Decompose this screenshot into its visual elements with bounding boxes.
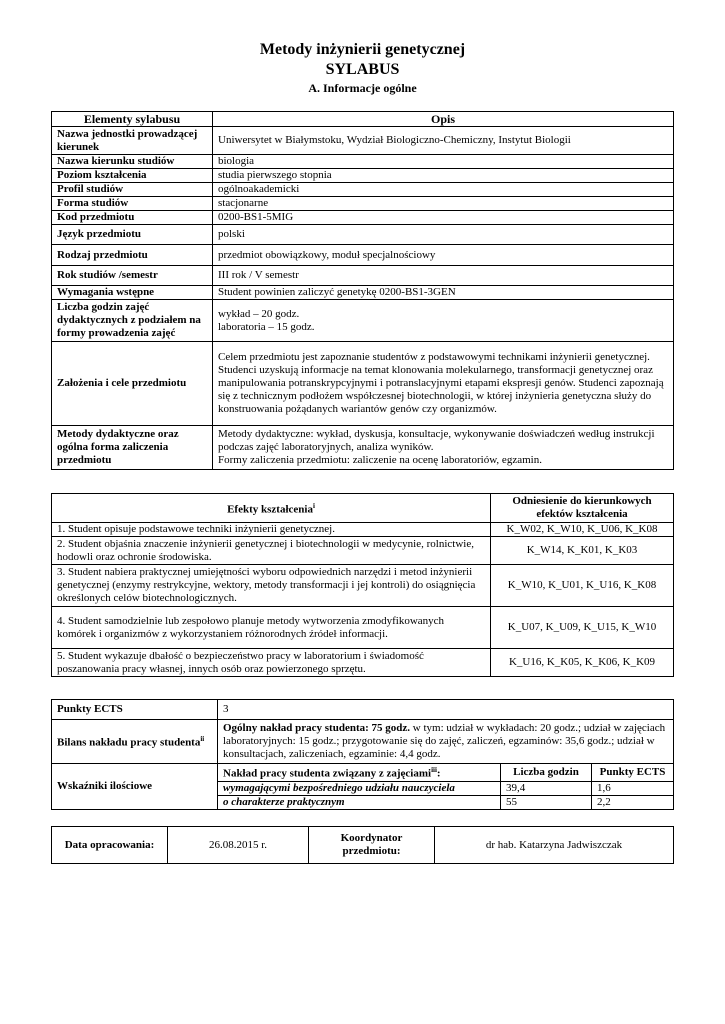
table-row [52,225,674,245]
coordinator-value: dr hab. Katarzyna Jadwiszczak [435,827,674,864]
table-row [52,245,674,266]
indicators-label: Wskaźniki ilościowe [52,764,218,810]
value-line: wykład – 20 godz. [218,307,300,320]
outcome-text: 1. Student opisuje podstawowe techniki inżynierii genetycznej. [52,523,491,537]
table-row [52,764,674,782]
outcome-reference: K_U16, K_K05, K_K06, K_K09 [491,649,674,677]
balance-total: Ogólny nakład pracy studenta: 75 godz. [223,722,411,734]
row-value: Celem przedmiotu jest zapoznanie studentów z podstawowymi technikami inżynierii genetycznej. Studenci uzyskują informacje na temat klonowania molekularnego, transformacji genetycznej oraz manipulowania potranskrypcyjnymi i potranslacyjnymi etapami ekspresji genów. Studenci zapoznają się z technicznym podłożem współczesnej biotechnologii, w której inżynieria genetyczna służy do konstruowania pożądanych wariantów genów czy organizmów. [213,342,674,426]
row-value: studia pierwszego stopnia [213,169,674,183]
row-label: Forma studiów [52,197,213,211]
table-row [52,700,674,720]
outcome-reference: K_W10, K_U01, K_U16, K_K08 [491,565,674,607]
row-value: 0200-BS1-5MIG [213,211,674,225]
col-header-reference: Odniesienie do kierunkowych efektów kształcenia [491,494,674,523]
row-label: Metody dydaktyczne oraz ogólna forma zaliczenia przedmiotu [52,426,213,470]
table-row [52,565,674,607]
table-row [52,286,674,300]
table-row [52,523,674,537]
document-title: Metody inżynierii genetycznej [259,41,466,58]
footnote-mark: ii [200,735,205,744]
table-row [52,300,674,342]
col-header-description: Opis [213,112,674,127]
table-row [52,169,674,183]
row-value: Student powinien zaliczyć genetykę 0200-BS1-3GEN [213,286,674,300]
table-row [52,127,674,155]
footnote-mark: iii [431,766,437,774]
value-line: Metody dydaktyczne: wykład, dyskusja, konsultacje, wykonywanie doświadczeń według instrukcji podczas zajęć laboratoryjnych, analiza wyników. [218,428,655,453]
section-heading: A. Informacje ogólne [308,81,417,95]
date-value: 26.08.2015 r. [168,827,309,864]
col-header-hours: Liczba godzin [501,764,592,782]
date-label: Data opracowania: [52,827,168,864]
coordinator-label: Koordynator przedmiotu: [309,827,435,864]
footer-table [51,826,674,864]
balance-details: w tym: udział w wykładach: 20 godz.; udział w zajęciach laboratoryjnych: 15 godz.; przygotowanie się do zajęć, zaliczeń, egzaminów: 35,6 godz.; udział w konsultacjach, zaliczeniach, egzaminie: 4,4 godz. [223,722,666,760]
row-value: Uniwersytet w Białymstoku, Wydział Biologiczno-Chemiczny, Instytut Biologii [213,127,674,155]
col-header-outcomes [52,494,491,523]
outcome-text: 4. Student samodzielnie lub zespołowo planuje metody wytworzenia zmodyfikowanych komórek i organizmów z wykorzystaniem różnorodnych źródeł informacji. [52,607,491,649]
ects-label: Punkty ECTS [52,700,218,720]
indicator-points: 1,6 [592,781,674,795]
balance-label-text: Bilans nakładu pracy studenta [57,736,201,749]
indicator-label: wymagającymi bezpośredniego udziału nauczyciela [218,781,501,795]
value-line: laboratoria – 15 godz. [218,320,315,333]
table-row [52,266,674,286]
indicators-head [218,764,501,782]
ects-table [51,699,674,810]
row-value [213,426,674,470]
footnote-mark: i [312,501,315,510]
row-value: III rok / V semestr [213,266,674,286]
table-row [52,197,674,211]
row-label: Nazwa kierunku studiów [52,155,213,169]
col-header-outcomes-text: Efekty kształcenia [227,503,313,516]
row-label: Kod przedmiotu [52,211,213,225]
col-header-points: Punkty ECTS [592,764,674,782]
row-label: Rodzaj przedmiotu [52,245,213,266]
ects-value: 3 [218,700,674,720]
indicators-head-text: Nakład pracy studenta związany z zajęciami [223,767,432,780]
balance-label [52,720,218,764]
row-label: Wymagania wstępne [52,286,213,300]
table-row [52,607,674,649]
outcome-reference: K_W02, K_W10, K_U06, K_K08 [491,523,674,537]
indicator-hours: 39,4 [501,781,592,795]
outcome-reference: K_W14, K_K01, K_K03 [491,537,674,565]
learning-outcomes-table [51,493,674,677]
row-label: Język przedmiotu [52,225,213,245]
table-row [52,426,674,470]
document-subtitle: SYLABUS [325,61,400,78]
outcome-text: 5. Student wykazuje dbałość o bezpieczeństwo pracy w laboratorium i świadomość poszanowania pracy własnej, innych osób oraz powierzonego sprzętu. [52,649,491,677]
row-label: Rok studiów /semestr [52,266,213,286]
table-row [52,155,674,169]
table-header-row [52,494,674,523]
balance-value [218,720,674,764]
row-label: Nazwa jednostki prowadzącej kierunek [52,127,213,155]
row-value: polski [213,225,674,245]
table-row [52,537,674,565]
col-header-elements: Elementy sylabusu [52,112,213,127]
row-label: Założenia i cele przedmiotu [52,342,213,426]
table-header-row [52,112,674,127]
table-row [52,827,674,864]
row-label: Poziom kształcenia [52,169,213,183]
row-value: przedmiot obowiązkowy, moduł specjalnościowy [213,245,674,266]
indicators-head-colon: : [436,767,441,780]
row-value: stacjonarne [213,197,674,211]
table-row [52,720,674,764]
indicator-label: o charakterze praktycznym [218,795,501,809]
row-value: ogólnoakademicki [213,183,674,197]
table-row [52,183,674,197]
row-value [213,300,674,342]
row-label: Liczba godzin zajęć dydaktycznych z podziałem na formy prowadzenia zajęć [52,300,213,342]
general-info-table [51,111,674,470]
row-label: Profil studiów [52,183,213,197]
indicator-points: 2,2 [592,795,674,809]
value-line: Formy zaliczenia przedmiotu: zaliczenie na ocenę laboratoriów, egzamin. [218,454,542,466]
outcome-reference: K_U07, K_U09, K_U15, K_W10 [491,607,674,649]
row-value: biologia [213,155,674,169]
outcome-text: 3. Student nabiera praktycznej umiejętności wyboru odpowiednich narzędzi i metod inżynierii genetycznej (enzymy restrykcyjne, wektory, metody transformacji i jej kontroli) do osiągnięcia określonych celów biotechnologicznych. [52,565,491,607]
table-row [52,649,674,677]
outcome-text: 2. Student objaśnia znaczenie inżynierii genetycznej i biotechnologii w medycynie, rolnictwie, hodowli oraz ochronie środowiska. [52,537,491,565]
table-row [52,342,674,426]
table-row [52,211,674,225]
indicator-hours: 55 [501,795,592,809]
